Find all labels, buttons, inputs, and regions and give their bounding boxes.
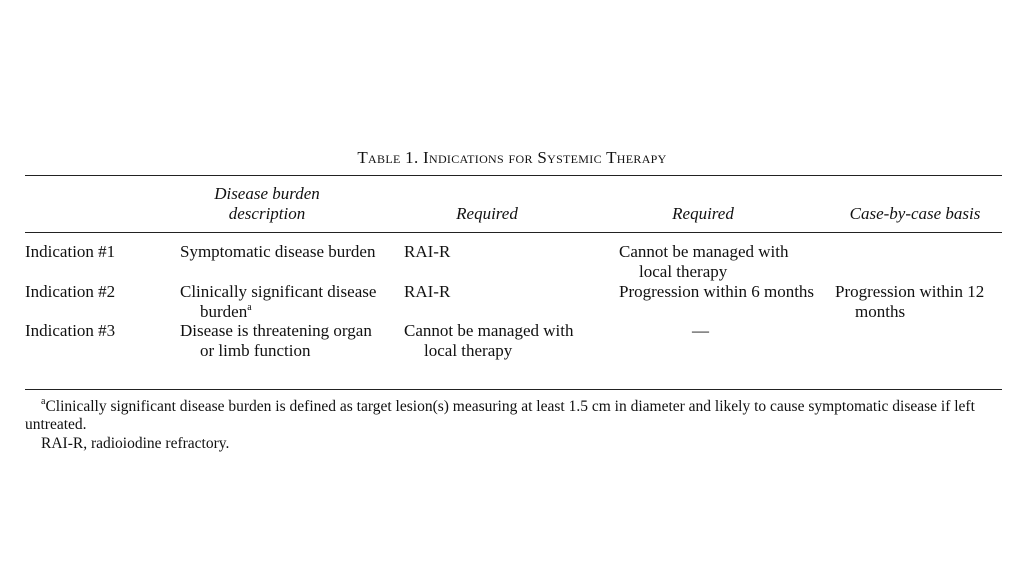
footnote-a: $^a$Clinically significant disease burden is defined as target lesion(s) measuring at least 1.5 cm in diameter and likely to cause symptomatic disease if left untreated.	[25, 396, 975, 433]
required-cell-1: RAI-R	[404, 242, 451, 261]
top-rule	[25, 175, 1002, 176]
header-required-1: Required	[456, 204, 518, 223]
footnote-abbreviation: RAI-R, radioiodine refractory.	[41, 435, 230, 452]
disease-burden-cell: Disease is threatening organ or limb function	[180, 321, 372, 360]
required-cell-1: RAI-R	[404, 282, 451, 301]
header-disease-burden: Disease burden description	[214, 184, 320, 223]
disease-burden-cell: Symptomatic disease burden	[180, 242, 376, 261]
case-by-case-cell: Progression within 12 months	[835, 282, 985, 321]
row-label: Indication #3	[25, 321, 116, 340]
row-label: Indication #2	[25, 282, 116, 301]
required-cell-2: Progression within 6 months	[619, 282, 815, 301]
row-label: Indication #1	[25, 242, 116, 261]
table-caption: Table 1. Indications for Systemic Therapy	[357, 148, 667, 167]
footnote-a-marker: a	[41, 396, 46, 407]
header-case-by-case: Case-by-case basis	[849, 204, 981, 223]
header-rule	[25, 232, 1002, 233]
disease-burden-cell: Clinically significant disease burden$^a$	[180, 282, 377, 321]
required-cell-2: Cannot be managed with local therapy	[619, 242, 789, 281]
required-cell-1: Cannot be managed with local therapy	[404, 321, 574, 360]
footnote-marker: a	[247, 302, 252, 313]
header-required-2: Required	[672, 204, 734, 223]
required-cell-2-dash: —	[692, 321, 709, 340]
bottom-rule	[25, 389, 1002, 390]
